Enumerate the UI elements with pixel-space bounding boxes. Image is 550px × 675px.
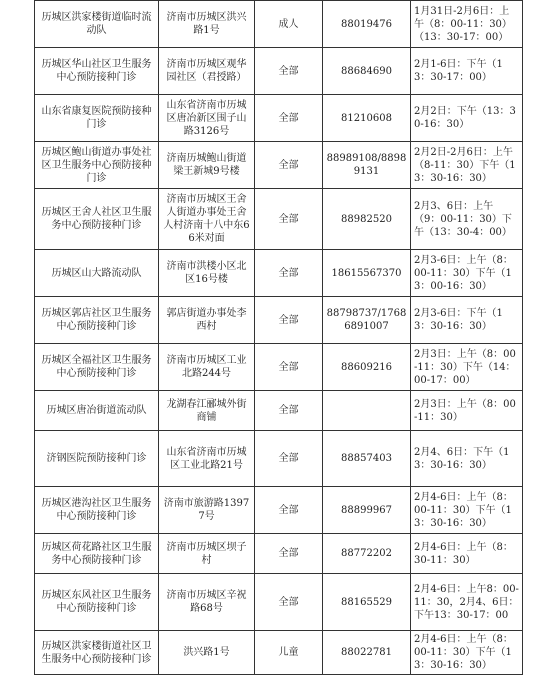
clinic-name: 济钢医院预防接种门诊 [35, 431, 159, 487]
table-row [35, 189, 523, 250]
phone-number: 88684690 [323, 48, 411, 95]
target-group: 全部 [255, 142, 323, 189]
target-group: 儿童 [255, 631, 323, 675]
service-time: 2月3、6日：上午（9：00-11：30）下午（13：30-4：00） [411, 189, 523, 250]
target-group: 全部 [255, 48, 323, 95]
phone-number: 88989108/88989131 [323, 142, 411, 189]
service-time: 2月3-6日：上午（8：00-11：30）下午（13：00-16：30） [411, 250, 523, 297]
clinic-name: 历城区洪家楼街道临时流动队 [35, 1, 159, 48]
phone-number: 88798737/17686891007 [323, 297, 411, 344]
table-row [35, 250, 523, 297]
phone-number: 88857403 [323, 431, 411, 487]
target-group: 全部 [255, 189, 323, 250]
phone-number: 18615567370 [323, 250, 411, 297]
service-time: 2月4-6日：上午（8：00-11：30）下午（13：30-16：30） [411, 631, 523, 675]
target-group: 全部 [255, 487, 323, 534]
clinic-name: 历城区鲍山街道办事处社区卫生服务中心预防接种门诊 [35, 142, 159, 189]
service-time: 2月3日：上午（8：00-11：30） [411, 391, 523, 431]
phone-number: 88609216 [323, 344, 411, 391]
clinic-name: 历城区荷花路社区卫生服务中心预防接种门诊 [35, 534, 159, 574]
table-row [35, 574, 523, 631]
clinic-address: 济南市旅游路13977号 [159, 487, 255, 534]
table-row [35, 95, 523, 142]
service-time: 1月31日-2月6日：上午（8：00-11：30）（13：30-17：00） [411, 1, 523, 48]
clinic-address: 郭店街道办事处李西村 [159, 297, 255, 344]
target-group: 全部 [255, 95, 323, 142]
clinic-address: 济南市洪楼小区北区16号楼 [159, 250, 255, 297]
clinic-address: 洪兴路1号 [159, 631, 255, 675]
clinic-address: 济南历城鲍山街道梁王新城9号楼 [159, 142, 255, 189]
service-time: 2月4、6日：下午（13：30-16：30） [411, 431, 523, 487]
table-row [35, 142, 523, 189]
phone-number: 88165529 [323, 574, 411, 631]
table-row [35, 1, 523, 48]
target-group: 全部 [255, 297, 323, 344]
clinic-name: 历城区唐冶街道流动队 [35, 391, 159, 431]
clinic-address: 龙湖春江郦城外街商铺 [159, 391, 255, 431]
phone-number: 88899967 [323, 487, 411, 534]
target-group: 全部 [255, 250, 323, 297]
service-time: 2月3-6日：下午（13：30-16：30） [411, 297, 523, 344]
table-row [35, 391, 523, 431]
clinic-name: 山东省康复医院预防接种门诊 [35, 95, 159, 142]
table-row [35, 431, 523, 487]
phone-number: 81210608 [323, 95, 411, 142]
clinic-address: 山东省济南市历城区工业北路21号 [159, 431, 255, 487]
table-row [35, 487, 523, 534]
phone-number: 88022781 [323, 631, 411, 675]
service-time: 2月4-6日：上午（8：30-11：30） [411, 534, 523, 574]
target-group: 全部 [255, 534, 323, 574]
clinic-address: 济南市历城区坝子村 [159, 534, 255, 574]
service-time: 2月4-6日：上午（8：00-11：30）下午（13：30-16：30） [411, 487, 523, 534]
table-row [35, 48, 523, 95]
phone-number: 88019476 [323, 1, 411, 48]
table-row [35, 297, 523, 344]
clinic-address: 济南市历城区工业北路244号 [159, 344, 255, 391]
target-group: 全部 [255, 344, 323, 391]
clinic-name: 历城区山大路流动队 [35, 250, 159, 297]
clinic-address: 济南市历城区辛祝路68号 [159, 574, 255, 631]
service-time: 2月3日：上午（8：00-11：30）下午（14：00-17：00） [411, 344, 523, 391]
clinic-name: 历城区港沟社区卫生服务中心预防接种门诊 [35, 487, 159, 534]
clinic-name: 历城区全福社区卫生服务中心预防接种门诊 [35, 344, 159, 391]
target-group: 全部 [255, 574, 323, 631]
target-group: 成人 [255, 1, 323, 48]
service-time: 2月4-6日：上午8：00-11：30，2月4、6日：下午13：30-17：00 [411, 574, 523, 631]
clinic-name: 历城区洪家楼街道社区卫生服务中心预防接种门诊 [35, 631, 159, 675]
service-time: 2月2日：下午（13：30-16：30） [411, 95, 523, 142]
clinic-name: 历城区王舍人社区卫生服务中心预防接种门诊 [35, 189, 159, 250]
service-time: 2月1-6日：下午（13：30-17：00） [411, 48, 523, 95]
target-group: 全部 [255, 391, 323, 431]
table-body [35, 1, 523, 675]
vaccination-schedule-table [34, 0, 523, 675]
clinic-name: 历城区华山社区卫生服务中心预防接种门诊 [35, 48, 159, 95]
phone-number: 88982520 [323, 189, 411, 250]
target-group: 全部 [255, 431, 323, 487]
clinic-address: 山东省济南市历城区唐冶新区围子山路3126号 [159, 95, 255, 142]
phone-number [323, 391, 411, 431]
table-row [35, 344, 523, 391]
clinic-name: 历城区东风社区卫生服务中心预防接种门诊 [35, 574, 159, 631]
table-row [35, 631, 523, 675]
service-time: 2月2日-2月6日：上午（8-11：30）下午（13：30-16：30） [411, 142, 523, 189]
table-row [35, 534, 523, 574]
clinic-address: 济南市历城区观华园社区（君授路） [159, 48, 255, 95]
clinic-address: 济南市历城区王舍人街道办事处王舍人村济南十八中东66米对面 [159, 189, 255, 250]
phone-number: 88772202 [323, 534, 411, 574]
clinic-address: 济南市历城区洪兴路1号 [159, 1, 255, 48]
clinic-name: 历城区郭店社区卫生服务中心预防接种门诊 [35, 297, 159, 344]
